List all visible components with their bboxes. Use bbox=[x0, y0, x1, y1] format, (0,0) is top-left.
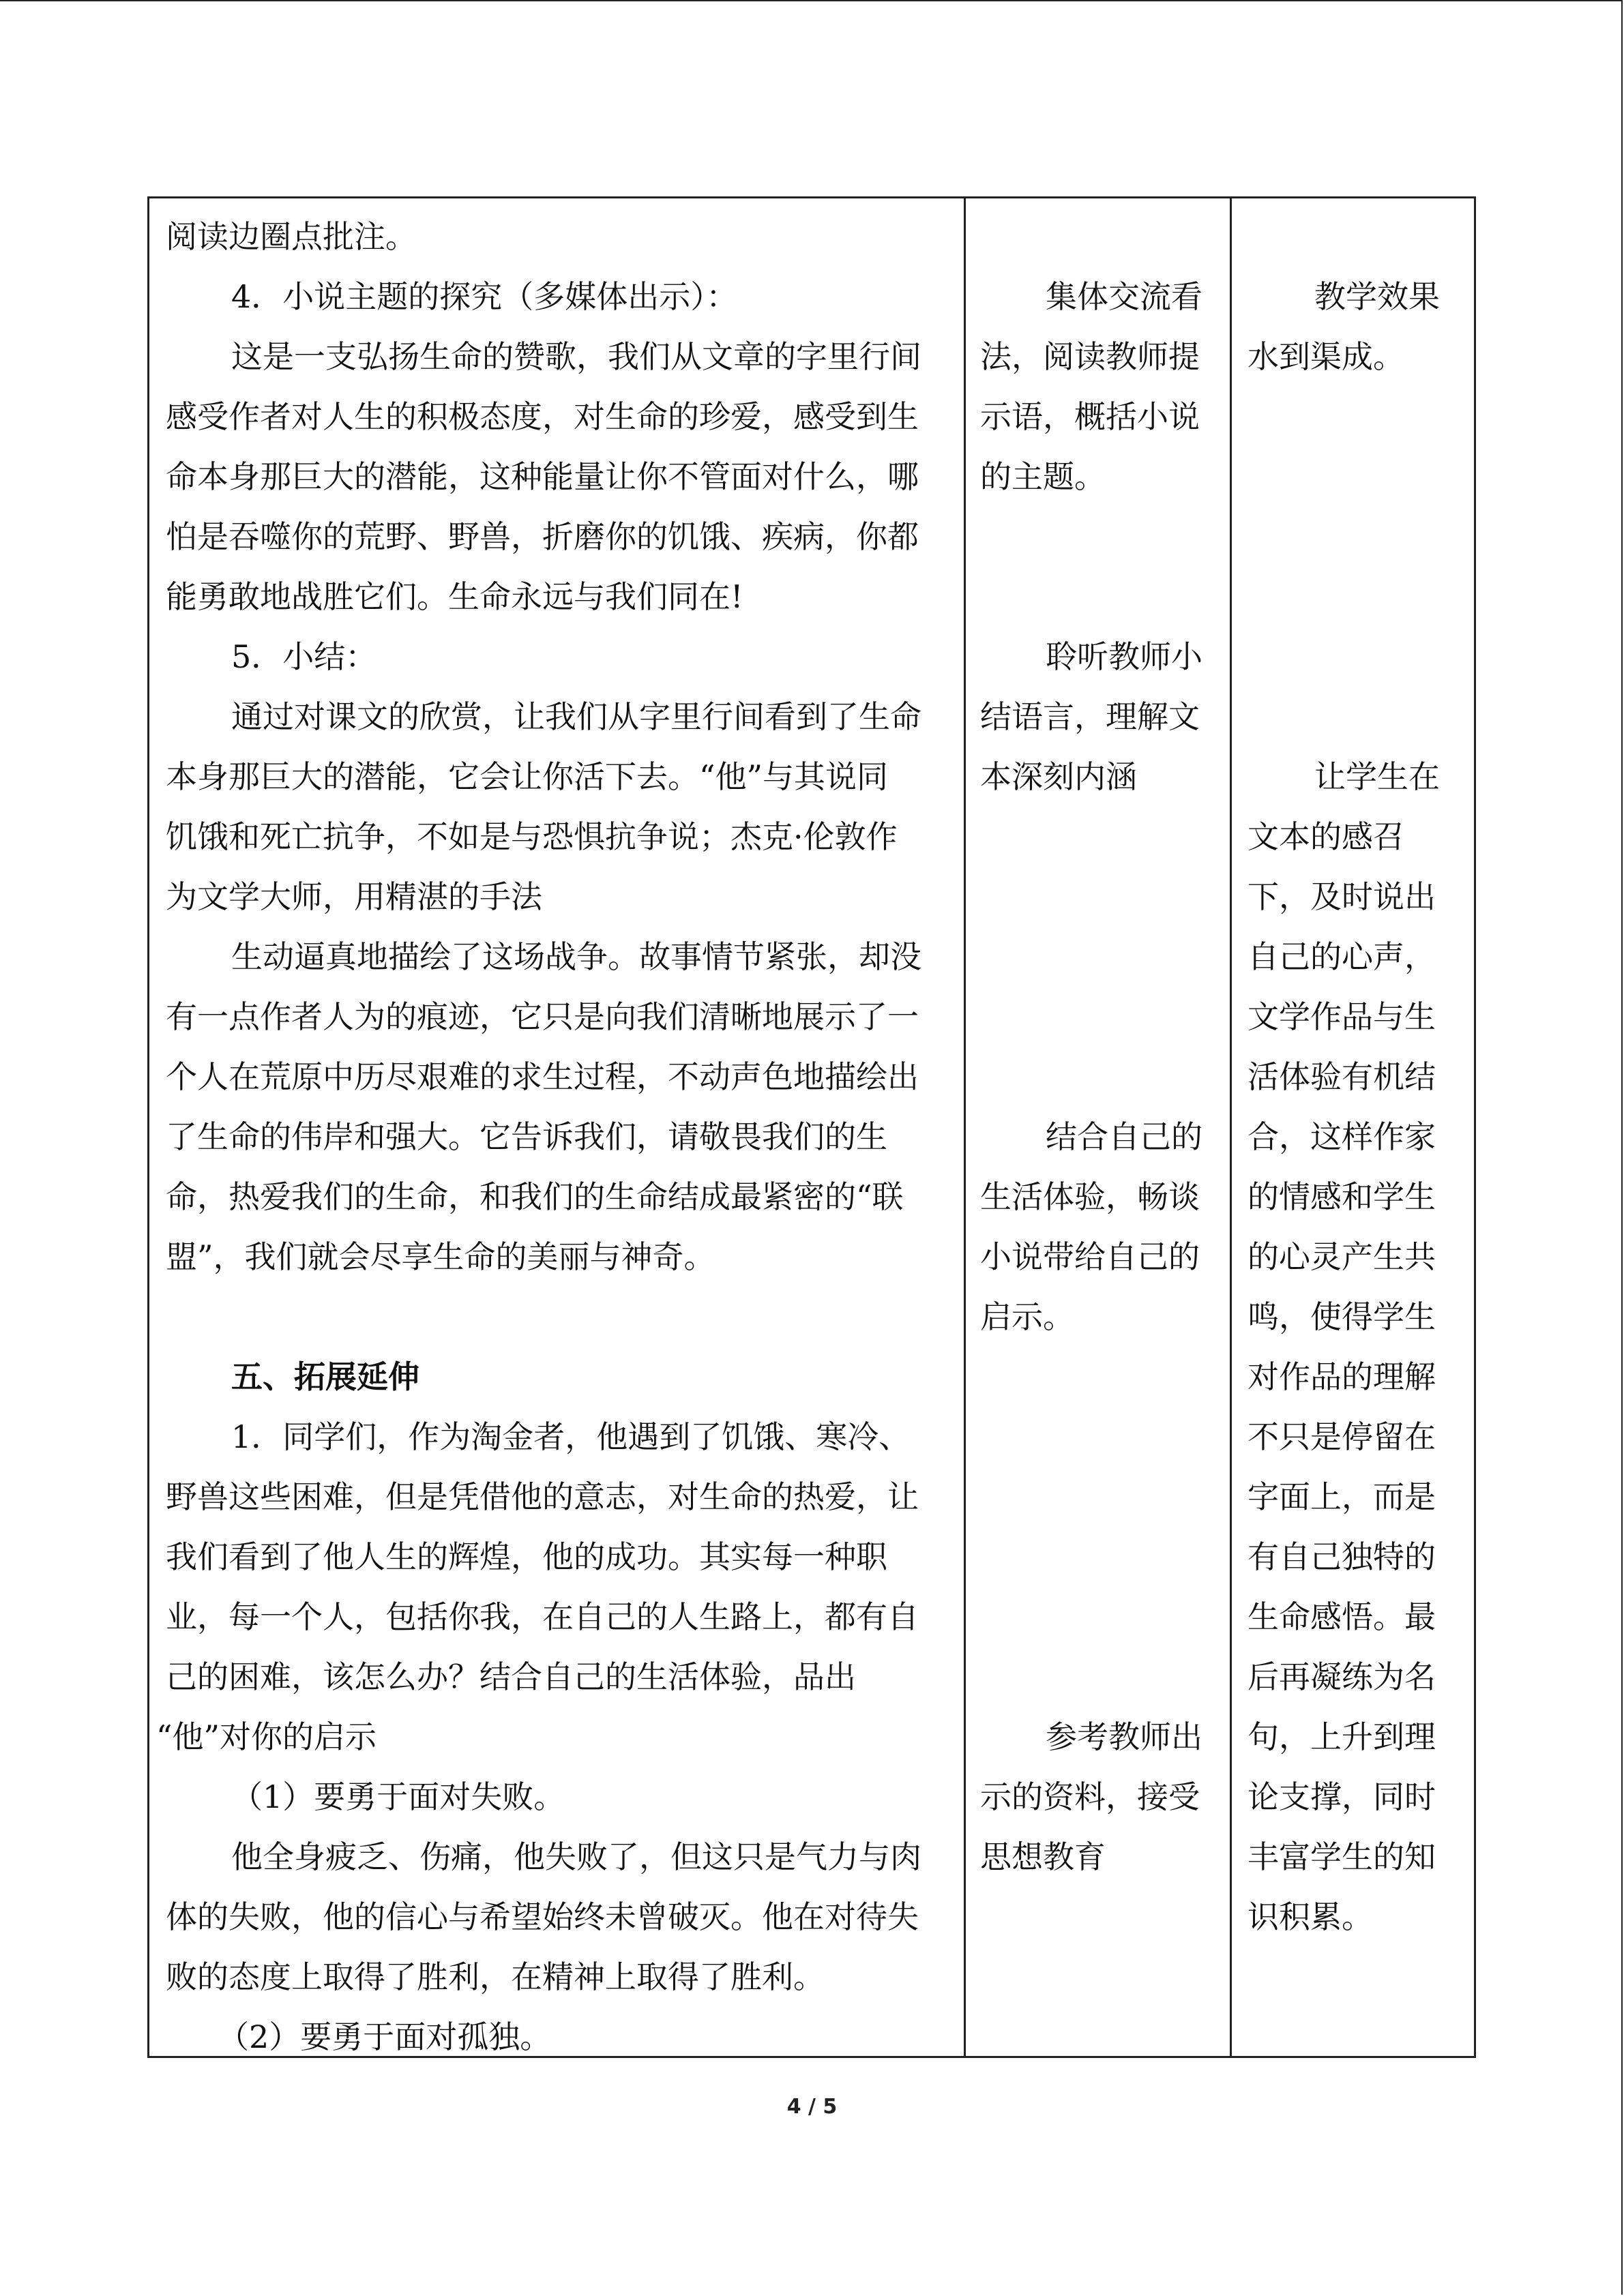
student-activity-line: 的主题。 bbox=[980, 458, 1106, 495]
main-text-line: 败的态度上取得了胜利，在精神上取得了胜利。 bbox=[166, 1958, 825, 1995]
main-text-line: 体的失败，他的信心与希望始终未曾破灭。他在对待失 bbox=[166, 1898, 919, 1935]
student-activity-line: 参考教师出 bbox=[1046, 1718, 1202, 1755]
design-intent-line: 的心灵产生共 bbox=[1247, 1238, 1436, 1275]
design-intent-line: 识积累。 bbox=[1247, 1898, 1373, 1935]
student-activity-line: 思想教育 bbox=[980, 1838, 1106, 1875]
main-text-line: 为文学大师，用精湛的手法 bbox=[166, 878, 542, 915]
main-text-line: 感受作者对人生的积极态度，对生命的珍爱，感受到生 bbox=[166, 398, 919, 435]
main-text-line: 本身那巨大的潜能，它会让你活下去。“他”与其说同 bbox=[166, 758, 889, 795]
student-activity-line: 示的资料，接受 bbox=[980, 1778, 1200, 1815]
main-text-line: 盟”，我们就会尽享生命的美丽与神奇。 bbox=[166, 1238, 715, 1275]
main-text-line: 能勇敢地战胜它们。生命永远与我们同在! bbox=[166, 578, 743, 615]
main-text-line: 阅读边圈点批注。 bbox=[166, 218, 417, 255]
design-intent-line: 活体验有机结 bbox=[1247, 1058, 1436, 1095]
main-text-line: 业，每一个人，包括你我，在自己的人生路上，都有自 bbox=[166, 1598, 919, 1635]
design-intent-line: 下，及时说出 bbox=[1247, 878, 1436, 915]
student-activity-line: 结合自己的 bbox=[1046, 1118, 1202, 1155]
main-text-line: 了生命的伟岸和强大。它告诉我们，请敬畏我们的生 bbox=[166, 1118, 887, 1155]
main-text-line: 这是一支弘扬生命的赞歌，我们从文章的字里行间 bbox=[231, 338, 921, 375]
design-intent-line: 合，这样作家 bbox=[1247, 1118, 1436, 1155]
main-text-line: 他全身疲乏、伤痛，他失败了，但这只是气力与肉 bbox=[231, 1838, 921, 1875]
design-intent-line: 自己的心声， bbox=[1247, 938, 1436, 975]
main-text-line: （1）要勇于面对失败。 bbox=[231, 1778, 565, 1815]
main-text-line: 己的困难，该怎么办？结合自己的生活体验，品出 bbox=[166, 1658, 856, 1695]
lesson-plan-table bbox=[147, 196, 1476, 2058]
column-divider bbox=[964, 198, 966, 2056]
main-text-line: 4．小说主题的探究（多媒体出示）： bbox=[231, 278, 738, 315]
design-intent-line: 鸣，使得学生 bbox=[1247, 1298, 1436, 1335]
page-number: 4 / 5 bbox=[786, 2095, 838, 2119]
design-intent-line: 水到渠成。 bbox=[1247, 338, 1404, 375]
design-intent-line: 的情感和学生 bbox=[1247, 1178, 1436, 1215]
design-intent-line: 对作品的理解 bbox=[1247, 1358, 1436, 1395]
main-text-line: 生动逼真地描绘了这场战争。故事情节紧张，却没 bbox=[231, 938, 921, 975]
student-activity-line: 聆听教师小 bbox=[1046, 638, 1202, 675]
main-text-line: 饥饿和死亡抗争，不如是与恐惧抗争说；杰克·伦敦作 bbox=[166, 818, 898, 855]
student-activity-line: 示语，概括小说 bbox=[980, 398, 1200, 435]
main-text-line: 1．同学们，作为淘金者，他遇到了饥饿、寒冷、 bbox=[231, 1418, 911, 1455]
main-text-line: 怕是吞噬你的荒野、野兽，折磨你的饥饿、疾病，你都 bbox=[166, 518, 919, 555]
student-activity-line: 结语言，理解文 bbox=[980, 698, 1200, 735]
column-divider bbox=[1230, 198, 1232, 2056]
main-text-line: 5．小结： bbox=[231, 638, 377, 675]
main-text-line: 命，热爱我们的生命，和我们的生命结成最紧密的“联 bbox=[166, 1178, 904, 1215]
design-intent-line: 后再凝练为名 bbox=[1247, 1658, 1436, 1695]
design-intent-line: 句，上升到理 bbox=[1247, 1718, 1436, 1755]
main-text-line: 野兽这些困难，但是凭借他的意志，对生命的热爱，让 bbox=[166, 1478, 919, 1515]
design-intent-line: 有自己独特的 bbox=[1247, 1538, 1436, 1575]
design-intent-line: 教学效果 bbox=[1314, 278, 1440, 315]
student-activity-line: 法，阅读教师提 bbox=[980, 338, 1200, 375]
section-heading: 五、拓展延伸 bbox=[231, 1358, 419, 1395]
student-activity-line: 小说带给自己的 bbox=[980, 1238, 1200, 1275]
student-activity-line: 集体交流看 bbox=[1046, 278, 1202, 315]
main-text-line: 我们看到了他人生的辉煌，他的成功。其实每一种职 bbox=[166, 1538, 887, 1575]
design-intent-line: 论支撑，同时 bbox=[1247, 1778, 1436, 1815]
main-text-line: 命本身那巨大的潜能，这种能量让你不管面对什么，哪 bbox=[166, 458, 919, 495]
design-intent-line: 字面上，而是 bbox=[1247, 1478, 1436, 1515]
design-intent-line: 文本的感召 bbox=[1247, 818, 1404, 855]
design-intent-line: 不只是停留在 bbox=[1247, 1418, 1436, 1455]
design-intent-line: 文学作品与生 bbox=[1247, 998, 1436, 1035]
design-intent-line: 丰富学生的知 bbox=[1247, 1838, 1436, 1875]
main-text-line: 个人在荒原中历尽艰难的求生过程，不动声色地描绘出 bbox=[166, 1058, 919, 1095]
student-activity-line: 启示。 bbox=[980, 1298, 1074, 1335]
main-text-line: 有一点作者人为的痕迹，它只是向我们清晰地展示了一 bbox=[166, 998, 919, 1035]
student-activity-line: 生活体验，畅谈 bbox=[980, 1178, 1200, 1215]
student-activity-line: 本深刻内涵 bbox=[980, 758, 1137, 795]
main-text-line: “他”对你的启示 bbox=[156, 1718, 377, 1755]
design-intent-line: 让学生在 bbox=[1314, 758, 1440, 795]
main-text-line: （2）要勇于面对孤独。 bbox=[218, 2018, 552, 2055]
main-text-line: 通过对课文的欣赏，让我们从字里行间看到了生命 bbox=[231, 698, 921, 735]
design-intent-line: 生命感悟。最 bbox=[1247, 1598, 1436, 1635]
